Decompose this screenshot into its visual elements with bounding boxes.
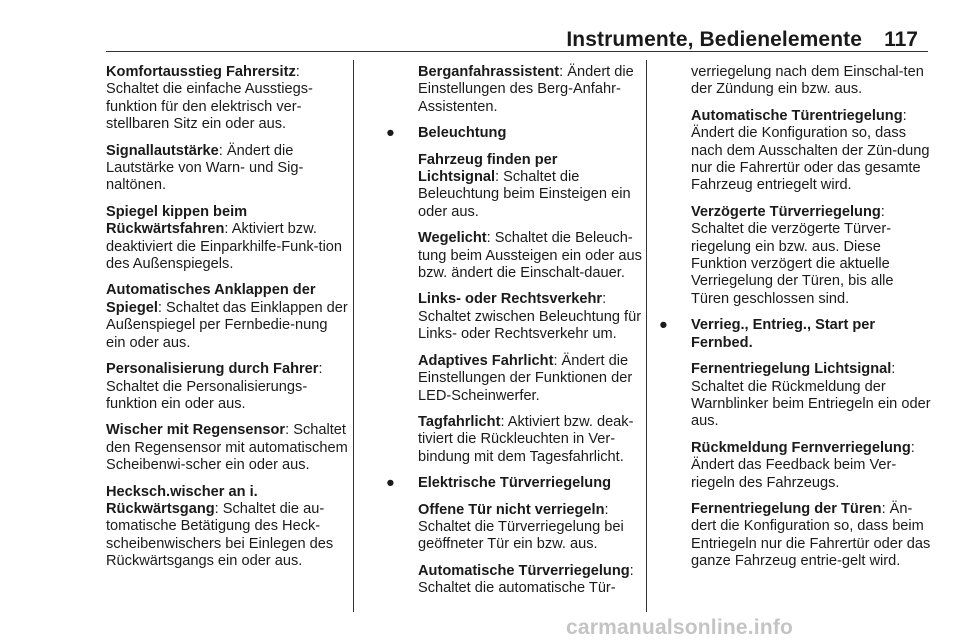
setting-description: : Schaltet die verzögerte Türver-riegelung ein bzw. aus. Diese Funktion verzögert die aktuelle Verriegelung der Türen, bis alle Türen geschlossen sind. bbox=[691, 203, 894, 307]
setting-entry bbox=[659, 108, 931, 195]
setting-term: Adaptives Fahrlicht bbox=[418, 352, 554, 369]
section-heading-fernbedienung bbox=[659, 317, 931, 352]
column-1 bbox=[106, 64, 348, 580]
setting-description: : Schaltet die Beleuchtung beim Einsteigen ein oder aus. bbox=[418, 169, 631, 220]
setting-description: : Schaltet die Personalisierungs-funktion ein oder aus. bbox=[106, 361, 323, 412]
setting-term: Hecksch.wischer an i. Rückwärtsgang bbox=[106, 483, 258, 517]
setting-description: : Schaltet die automatische Tür- bbox=[418, 562, 634, 597]
section-heading-label: Elektrische Türverriegelung bbox=[418, 475, 612, 492]
setting-entry bbox=[386, 64, 642, 116]
setting-entry bbox=[106, 282, 348, 352]
setting-term: Automatische Türverriegelung bbox=[418, 562, 630, 579]
setting-description: : Schaltet den Regensensor mit automatischem Scheibenwi-scher ein oder aus. bbox=[106, 422, 348, 474]
setting-term: Wischer mit Regensensor bbox=[106, 422, 286, 439]
setting-term: Tagfahrlicht bbox=[418, 413, 501, 430]
setting-term: Spiegel kippen beim Rückwärtsfahren bbox=[106, 203, 248, 238]
column-divider-2 bbox=[646, 60, 647, 612]
setting-description: : Aktiviert bzw. deaktiviert die Einparkhilfe-Funk-tion des Außenspiegels. bbox=[106, 221, 343, 273]
section-heading-tuerverriegelung bbox=[386, 475, 642, 492]
setting-entry bbox=[106, 64, 348, 134]
bullet-icon: ● bbox=[386, 475, 395, 492]
section-heading-label: Beleuchtung bbox=[418, 125, 507, 142]
column-2 bbox=[386, 64, 642, 607]
column-3 bbox=[659, 64, 931, 580]
setting-entry bbox=[659, 204, 931, 308]
setting-term: Berganfahrassistent bbox=[418, 64, 560, 80]
setting-description: : Än-dert die Konfiguration so, dass beim Entriegeln nur die Fahrertür oder das ganze Fahrzeug entrie-gelt wird. bbox=[691, 500, 931, 570]
setting-description: : Ändert die Lautstärke von Warn- und Sig-naltönen. bbox=[106, 142, 304, 194]
setting-entry bbox=[106, 143, 348, 195]
setting-term: Fernentriegelung Lichtsignal bbox=[691, 361, 892, 378]
setting-entry bbox=[106, 422, 348, 474]
watermark: carmanualsonline.info bbox=[566, 616, 794, 639]
setting-entry bbox=[106, 484, 348, 571]
setting-description: : Schaltet die au-tomatische Betätigung des Heck-scheibenwischers bei Einlegen des Rückwärtsgangs ein oder aus. bbox=[106, 500, 334, 570]
continued-text: verriegelung nach dem Einschal-ten der Zündung ein bzw. aus. bbox=[691, 64, 924, 98]
setting-term: Verzögerte Türverriegelung bbox=[691, 203, 881, 220]
setting-term: Rückmeldung Fernverriegelung bbox=[691, 439, 911, 456]
setting-entry bbox=[386, 152, 642, 222]
setting-description: : Schaltet das Einklappen der Außenspiegel per Fernbedie-nung ein oder aus. bbox=[106, 299, 348, 351]
setting-entry bbox=[386, 291, 642, 343]
bullet-icon: ● bbox=[386, 125, 395, 142]
setting-entry bbox=[659, 440, 931, 492]
setting-entry bbox=[386, 563, 642, 598]
setting-term: Signallautstärke bbox=[106, 142, 219, 159]
setting-description: : Schaltet zwischen Beleuchtung für Links- oder Rechtsverkehr um. bbox=[418, 291, 642, 343]
setting-term: Fernentriegelung der Türen bbox=[691, 500, 882, 517]
setting-term: Fahrzeug finden per Lichtsignal bbox=[418, 151, 558, 186]
setting-term: Links- oder Rechtsverkehr bbox=[418, 291, 603, 308]
setting-description: : Ändert das Feedback beim Ver-riegeln des Fahrzeugs. bbox=[691, 439, 915, 491]
page-number: 117 bbox=[884, 28, 918, 51]
setting-description: : Schaltet die Rückmeldung der Warnblinker beim Entriegeln ein oder aus. bbox=[691, 361, 931, 430]
setting-entry bbox=[106, 204, 348, 274]
setting-entry bbox=[386, 414, 642, 466]
setting-description: : Schaltet die Beleuch-tung beim Aussteigen ein oder aus bzw. ändert die Einschalt-dauer. bbox=[418, 230, 642, 282]
setting-term: Personalisierung durch Fahrer bbox=[106, 361, 319, 378]
setting-description: : Schaltet die Türverriegelung bei geöffneter Tür ein bzw. aus. bbox=[418, 501, 624, 553]
setting-term: Offene Tür nicht verriegeln bbox=[418, 501, 605, 518]
page-title: Instrumente, Bedienelemente bbox=[566, 28, 862, 51]
setting-entry bbox=[659, 361, 931, 431]
setting-term: Komfortausstieg Fahrersitz bbox=[106, 64, 296, 80]
page-header bbox=[0, 0, 960, 52]
column-divider-1 bbox=[353, 60, 354, 612]
setting-description: : Ändert die Einstellungen des Berg-Anfahr-Assistenten. bbox=[418, 64, 634, 115]
setting-term: Automatische Türentriegelung bbox=[691, 107, 903, 124]
bullet-icon: ● bbox=[659, 317, 668, 334]
section-heading-beleuchtung bbox=[386, 125, 642, 142]
setting-term: Wegelicht bbox=[418, 230, 487, 247]
setting-entry bbox=[659, 501, 931, 571]
setting-entry bbox=[386, 502, 642, 554]
section-heading-label: Verrieg., Entrieg., Start per Fernbed. bbox=[691, 317, 876, 351]
setting-entry bbox=[386, 353, 642, 405]
setting-description: : Ändert die Konfiguration so, dass nach dem Ausschalten der Zün-dung nur die Fahrertür oder das gesamte Fahrzeug entriegelt wird. bbox=[691, 107, 930, 194]
setting-term: Automatisches Anklappen der Spiegel bbox=[106, 282, 316, 316]
setting-description: : Schaltet die einfache Ausstiegs-funktion für den elektrisch ver-stellbaren Sitz ein oder aus. bbox=[106, 64, 313, 133]
setting-entry bbox=[106, 361, 348, 413]
setting-description: : Ändert die Einstellungen der Funktionen der LED-Scheinwerfer. bbox=[418, 352, 633, 404]
header-rule bbox=[106, 51, 928, 52]
setting-description: : Aktiviert bzw. deak-tiviert die Rückleuchten in Ver-bindung mit dem Tagesfahrlicht. bbox=[418, 413, 634, 465]
setting-entry bbox=[386, 230, 642, 282]
